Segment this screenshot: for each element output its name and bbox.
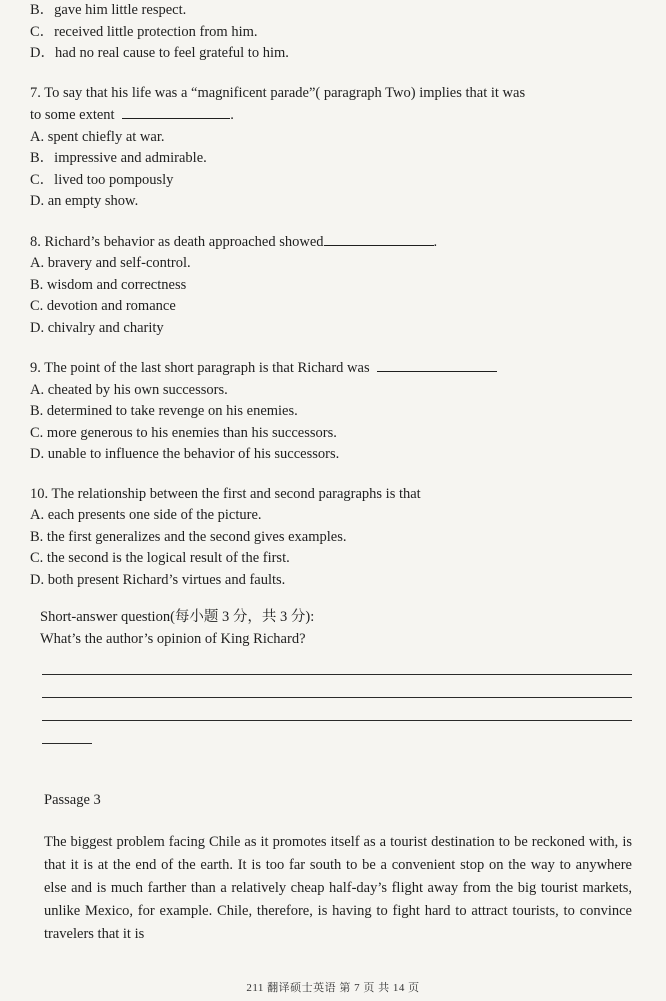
q8-answer-blank	[324, 231, 434, 246]
q10-option-a: A. each presents one side of the picture.	[30, 507, 262, 523]
q8-option-a: A. bravery and self-control.	[30, 255, 191, 271]
q9-option-d: D. unable to influence the behavior of his successors.	[30, 446, 340, 462]
q10-option-b: B. the first generalizes and the second gives examples.	[30, 528, 347, 545]
q7-answer-blank	[122, 104, 230, 119]
q6-option-d: D．had no real cause to feel grateful to him.	[30, 45, 289, 61]
q9-option-b: B. determined to take revenge on his enemies.	[30, 403, 298, 419]
question-7	[30, 83, 632, 213]
q6-option-c: C．received little protection from him.	[30, 23, 258, 40]
answer-line-short[interactable]	[42, 721, 92, 744]
answer-lines	[42, 652, 632, 744]
q8-stem-end: .	[433, 233, 438, 250]
short-answer-section	[30, 607, 632, 744]
q9-answer-blank	[377, 357, 497, 372]
q8-option-c: C. devotion and romance	[30, 298, 176, 314]
short-answer-heading: Short-answer question(每小题 3 分，共 3 分):	[40, 609, 315, 625]
q10-option-c: C. the second is the logical result of the first.	[30, 550, 290, 566]
question-6-options	[30, 0, 632, 65]
q9-stem-text: 9. The point of the last short paragraph is that Richard was	[30, 360, 370, 376]
short-answer-question: What’s the author’s opinion of King Richard?	[40, 630, 306, 647]
q8-option-d: D. chivalry and charity	[30, 319, 164, 336]
q8-stem-text: 8. Richard’s behavior as death approached showed	[30, 233, 324, 250]
q9-option-a: A. cheated by his own successors.	[30, 381, 228, 398]
passage-3-paragraph: The biggest problem facing Chile as it promotes itself as a tourist destination to be reckoned with, is that it is at the end of the earth. It is too far south to be a convenient stop on the way to anywhere else and is much farther than a relatively cheap half-day’s flight away from the big tourist markets, unlike Mexico, for example. Chile, therefore, is having to fight hard to attract tourists, to convince travelers that it is	[44, 834, 632, 942]
q10-option-d: D. both present Richard’s virtues and faults.	[30, 571, 286, 588]
question-8	[30, 231, 632, 340]
q7-option-d: D. an empty show.	[30, 193, 139, 209]
q9-stem-line	[30, 357, 632, 380]
q7-option-c: C．lived too pompously	[30, 171, 174, 188]
question-10	[30, 484, 632, 592]
answer-line[interactable]	[42, 698, 632, 721]
question-9	[30, 357, 632, 466]
q7-stem-end: .	[230, 107, 234, 123]
q7-stem-line2	[30, 104, 632, 127]
q8-option-b: B. wisdom and correctness	[30, 276, 187, 293]
q7-stem-text: to some extent	[30, 107, 115, 123]
q7-stem-line1: 7. To say that his life was a “magnificent parade”( paragraph Two) implies that it was	[30, 84, 526, 101]
answer-line[interactable]	[42, 675, 632, 698]
q10-stem: 10. The relationship between the first and second paragraphs is that	[30, 485, 421, 502]
q8-stem-line	[30, 231, 632, 254]
q7-option-a: A. spent chiefly at war.	[30, 128, 165, 145]
q9-option-c: C. more generous to his enemies than his successors.	[30, 424, 337, 441]
page-footer: 211 翻译硕士英语 第 7 页 共 14 页	[246, 982, 420, 994]
passage-3-label: Passage 3	[44, 792, 101, 808]
answer-line[interactable]	[42, 652, 632, 675]
q6-option-b: B．gave him little respect.	[30, 2, 187, 18]
q7-option-b: B．impressive and admirable.	[30, 150, 207, 166]
